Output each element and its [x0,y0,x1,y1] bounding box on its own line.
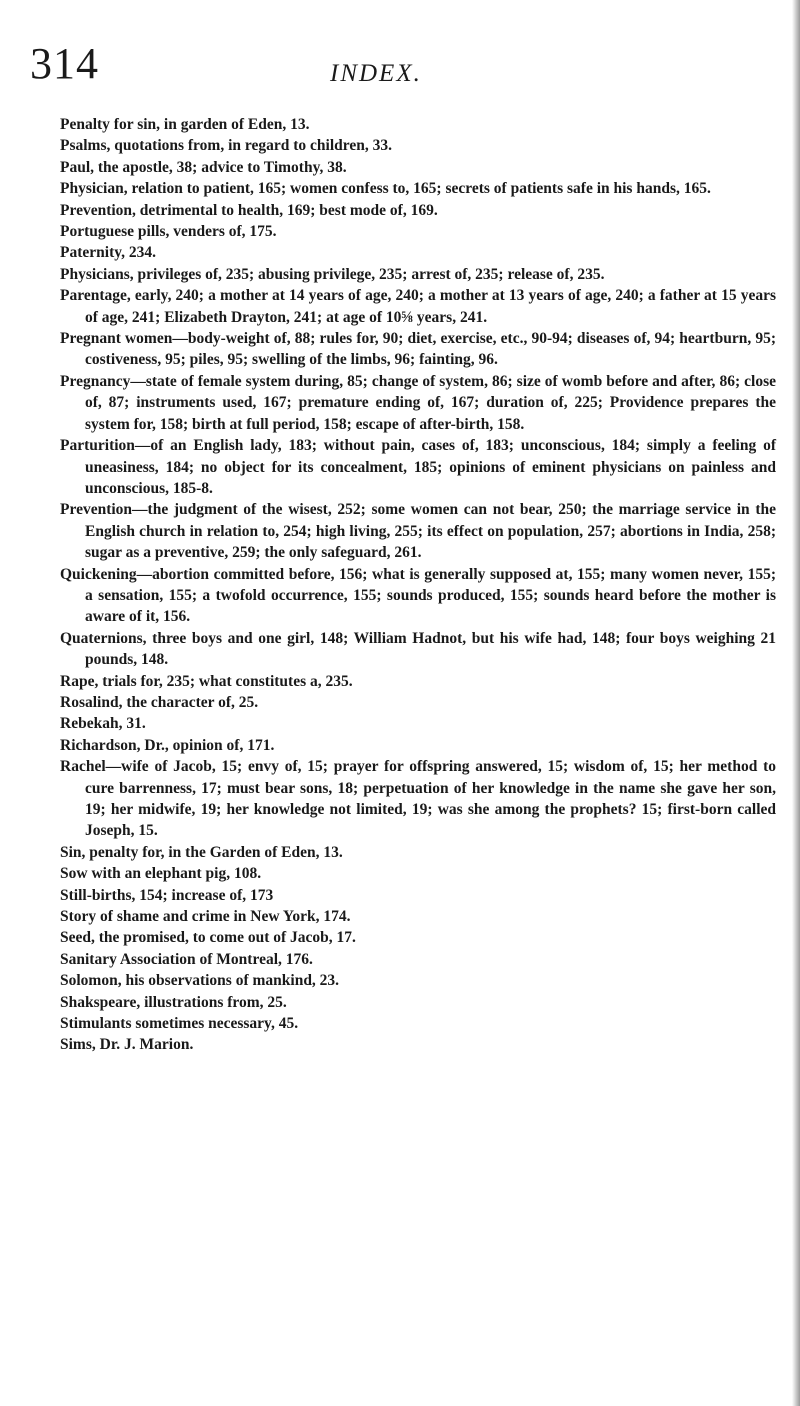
index-entry: Portuguese pills, venders of, 175. [60,223,277,241]
index-entry: Pregnant women—body-weight of, 88; rules for, 90; diet, exercise, etc., 90-94; diseases of, 94; heartburn, 95; costiveness, 95; piles, 95; swelling of the limbs, 96; fainting, 96. [60,330,776,369]
index-entry: Quickening—abortion committed before, 156; what is generally supposed at, 155; many women never, 155; a sensation, 155; a twofold occurrence, 155; sounds produced, 155; sounds heard before the mother is aware of it, 156. [60,565,776,626]
index-entry: Shakspeare, illustrations from, 25. [60,993,287,1011]
index-entry: Sow with an elephant pig, 108. [60,865,262,883]
index-entry: Rape, trials for, 235; what constitutes a, 235. [60,672,353,690]
index-entry: Physicians, privileges of, 235; abusing privilege, 235; arrest of, 235; release of, 235. [60,265,605,283]
index-entry: Sims, Dr. J. Marion. [60,1036,194,1054]
index-entry: Stimulants sometimes necessary, 45. [60,1015,299,1033]
index-entry: Penalty for sin, in garden of Eden, 13. [60,116,310,133]
index-entry: Seed, the promised, to come out of Jacob, 17. [60,929,356,947]
index-entry: Quaternions, three boys and one girl, 148; William Hadnot, but his wife had, 148; four boys weighing 21 pounds, 148. [60,629,776,669]
index-entry: Solomon, his observations of mankind, 23. [60,972,340,990]
index-entry: Paul, the apostle, 38; advice to Timothy, 38. [60,158,347,176]
page-header [0,0,800,110]
index-entry: Pregnancy—state of female system during, 85; change of system, 86; size of womb before and after, 86; close of, 87; instruments used, 167; premature ending of, 167; duration of, 225; Providence prepares the system for, 158; birth at full period, 158; escape of after-birth, 158. [60,372,776,433]
index-list [60,114,776,1056]
index-entry: Prevention, detrimental to health, 169; best mode of, 169. [60,201,438,219]
index-entry: Parturition—of an English lady, 183; without pain, cases of, 183; unconscious, 184; simply a feeling of uneasiness, 184; no object for its concealment, 185; opinions of eminent physicians on painless and unconscious, 185-8. [60,437,776,497]
index-entry: Psalms, quotations from, in regard to children, 33. [60,137,392,155]
index-entry: Richardson, Dr., opinion of, 171. [60,736,275,754]
page-edge-shadow [792,0,800,1406]
running-head: INDEX. [330,60,422,87]
index-entry: Rebekah, 31. [60,715,146,733]
index-entry: Parentage, early, 240; a mother at 14 years of age, 240; a mother at 13 years of age, 240; a father at 15 years of age, 241; Elizabeth Drayton, 241; at age of 10⅝ years, 241. [60,287,776,326]
index-entry: Rachel—wife of Jacob, 15; envy of, 15; prayer for offspring answered, 15; wisdom of, 15; her method to cure barrenness, 17; must bear sons, 18; perpetuation of her knowledge in the name she gave her son, 19; her midwife, 19; her knowledge not limited, 19; was she among the prophets? 15; first-born called Joseph, 15. [60,758,776,840]
index-entry: Rosalind, the character of, 25. [60,693,259,711]
index-entry: Still-births, 154; increase of, 173 [60,886,274,904]
index-entry: Sin, penalty for, in the Garden of Eden, 13. [60,843,343,861]
index-entry: Sanitary Association of Montreal, 176. [60,950,313,968]
index-entry: Paternity, 234. [60,244,156,262]
index-entry: Physician, relation to patient, 165; women confess to, 165; secrets of patients safe in his hands, 165. [60,180,711,198]
index-entry: Story of shame and crime in New York, 174. [60,908,351,926]
index-entry: Prevention—the judgment of the wisest, 252; some women can not bear, 250; the marriage service in the English church in relation to, 254; high living, 255; its effect on population, 257; abortions in India, 258; sugar as a preventive, 259; the only safeguard, 261. [60,501,776,562]
page-number: 314 [30,39,99,88]
